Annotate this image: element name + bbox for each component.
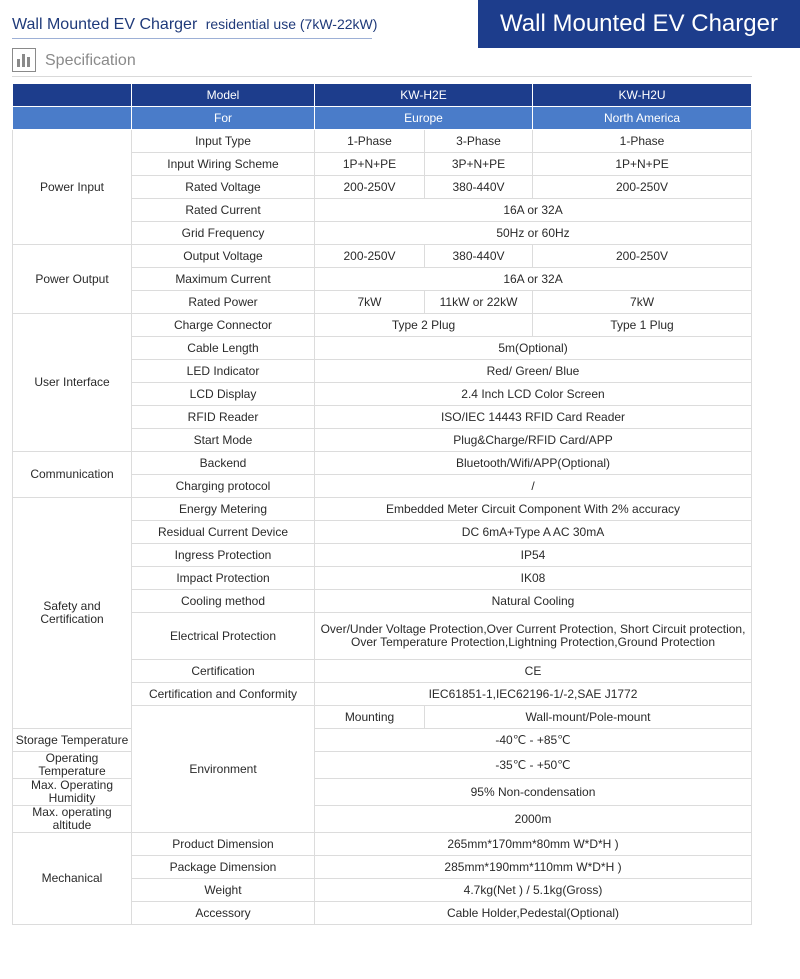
category-communication: Communication xyxy=(13,452,132,498)
row-label: Cable Length xyxy=(132,337,315,360)
title-underline xyxy=(12,38,372,39)
cell-value: 5m(Optional) xyxy=(315,337,752,360)
cell-value: 3P+N+PE xyxy=(425,153,533,176)
cell-value: Natural Cooling xyxy=(315,590,752,613)
title-banner: Wall Mounted EV Charger xyxy=(478,0,800,48)
cell-value: 200-250V xyxy=(533,176,752,199)
row-label: Weight xyxy=(132,879,315,902)
cell-value: Bluetooth/Wifi/APP(Optional) xyxy=(315,452,752,475)
cell-value: ISO/IEC 14443 RFID Card Reader xyxy=(315,406,752,429)
table-row xyxy=(13,498,752,521)
category-power-input: Power Input xyxy=(13,130,132,245)
category-power-output: Power Output xyxy=(13,245,132,314)
cell-value: 16A or 32A xyxy=(315,199,752,222)
cell-value: 1P+N+PE xyxy=(315,153,425,176)
row-label: Max. operating altitude xyxy=(13,806,132,833)
table-row xyxy=(13,779,752,806)
cell-value: Red/ Green/ Blue xyxy=(315,360,752,383)
cell-value: 200-250V xyxy=(315,245,425,268)
category-environment: Environment xyxy=(132,706,315,833)
row-label: Grid Frequency xyxy=(132,222,315,245)
empty-cell xyxy=(13,107,132,130)
category-mechanical: Mechanical xyxy=(13,833,132,925)
table-row xyxy=(13,833,752,856)
spec-table xyxy=(12,83,752,925)
cell-value: Type 1 Plug xyxy=(533,314,752,337)
for-row xyxy=(13,107,752,130)
row-label: Start Mode xyxy=(132,429,315,452)
row-label: Storage Temperature xyxy=(13,729,132,752)
cell-value: IP54 xyxy=(315,544,752,567)
cell-value: 16A or 32A xyxy=(315,268,752,291)
page-title xyxy=(12,16,377,34)
row-label: LCD Display xyxy=(132,383,315,406)
cell-value: 200-250V xyxy=(533,245,752,268)
section-heading: Specification xyxy=(45,52,136,69)
table-row xyxy=(13,130,752,153)
model-h2u: KW-H2U xyxy=(533,84,752,107)
row-label: Maximum Current xyxy=(132,268,315,291)
category-user-interface: User Interface xyxy=(13,314,132,452)
cell-value: 4.7kg(Net ) / 5.1kg(Gross) xyxy=(315,879,752,902)
row-label: Input Wiring Scheme xyxy=(132,153,315,176)
row-label: Certification and Conformity xyxy=(132,683,315,706)
cell-value: 1P+N+PE xyxy=(533,153,752,176)
cell-value: 1-Phase xyxy=(315,130,425,153)
cell-value xyxy=(315,613,752,660)
cell-value: IEC61851-1,IEC62196-1/-2,SAE J1772 xyxy=(315,683,752,706)
row-label: Input Type xyxy=(132,130,315,153)
cell-value: / xyxy=(315,475,752,498)
cell-value: 7kW xyxy=(533,291,752,314)
cell-value: 285mm*190mm*110mm W*D*H ) xyxy=(315,856,752,879)
row-label: Cooling method xyxy=(132,590,315,613)
row-label: Charge Connector xyxy=(132,314,315,337)
table-row xyxy=(13,806,752,833)
cell-value: 2000m xyxy=(315,806,752,833)
cell-value: Wall-mount/Pole-mount xyxy=(425,706,752,729)
cell-value: 3-Phase xyxy=(425,130,533,153)
bar-chart-icon xyxy=(12,48,36,72)
row-label: Package Dimension xyxy=(132,856,315,879)
cell-line: Over Temperature Protection,Lightning Protection,Ground Protection xyxy=(351,635,715,649)
row-label: Residual Current Device xyxy=(132,521,315,544)
row-label: Charging protocol xyxy=(132,475,315,498)
cell-value: -40℃ - +85℃ xyxy=(315,729,752,752)
row-label: Rated Power xyxy=(132,291,315,314)
table-row xyxy=(13,452,752,475)
table-row xyxy=(13,752,752,779)
model-h2e: KW-H2E xyxy=(315,84,533,107)
model-label: Model xyxy=(132,84,315,107)
row-label: Certification xyxy=(132,660,315,683)
cell-value: 1-Phase xyxy=(533,130,752,153)
table-row xyxy=(13,729,752,752)
cell-value: Embedded Meter Circuit Component With 2% accuracy xyxy=(315,498,752,521)
row-label: Ingress Protection xyxy=(132,544,315,567)
row-label: Impact Protection xyxy=(132,567,315,590)
cell-value: IK08 xyxy=(315,567,752,590)
row-label: Output Voltage xyxy=(132,245,315,268)
cell-value: 95% Non-condensation xyxy=(315,779,752,806)
row-label: Product Dimension xyxy=(132,833,315,856)
cell-value: 2.4 Inch LCD Color Screen xyxy=(315,383,752,406)
header-row xyxy=(13,84,752,107)
cell-value: 11kW or 22kW xyxy=(425,291,533,314)
cell-value: 380-440V xyxy=(425,176,533,199)
row-label: Energy Metering xyxy=(132,498,315,521)
cell-value: 7kW xyxy=(315,291,425,314)
for-label: For xyxy=(132,107,315,130)
row-label: RFID Reader xyxy=(132,406,315,429)
for-europe: Europe xyxy=(315,107,533,130)
row-label: Max. Operating Humidity xyxy=(13,779,132,806)
row-label: Mounting xyxy=(315,706,425,729)
page-title-sub: residential use (7kW-22kW) xyxy=(205,16,378,32)
empty-cell xyxy=(13,84,132,107)
cell-value: -35℃ - +50℃ xyxy=(315,752,752,779)
category-safety: Safety and Certification xyxy=(13,498,132,729)
cell-value: DC 6mA+Type A AC 30mA xyxy=(315,521,752,544)
row-label: Accessory xyxy=(132,902,315,925)
section-divider xyxy=(12,76,752,77)
row-label: Rated Current xyxy=(132,199,315,222)
cell-value: 200-250V xyxy=(315,176,425,199)
cell-value: 50Hz or 60Hz xyxy=(315,222,752,245)
row-label: Electrical Protection xyxy=(132,613,315,660)
cell-value: 265mm*170mm*80mm W*D*H ) xyxy=(315,833,752,856)
cell-value: Type 2 Plug xyxy=(315,314,533,337)
table-row xyxy=(13,314,752,337)
page-title-main: Wall Mounted EV Charger xyxy=(12,16,198,33)
cell-value: CE xyxy=(315,660,752,683)
cell-line: Over/Under Voltage Protection,Over Current Protection, Short Circuit protection, xyxy=(320,622,746,636)
row-label: Operating Temperature xyxy=(13,752,132,779)
for-north-america: North America xyxy=(533,107,752,130)
row-label: Backend xyxy=(132,452,315,475)
row-label: LED Indicator xyxy=(132,360,315,383)
cell-value: Cable Holder,Pedestal(Optional) xyxy=(315,902,752,925)
cell-value: Plug&Charge/RFID Card/APP xyxy=(315,429,752,452)
cell-value: 380-440V xyxy=(425,245,533,268)
row-label: Rated Voltage xyxy=(132,176,315,199)
table-row xyxy=(13,245,752,268)
